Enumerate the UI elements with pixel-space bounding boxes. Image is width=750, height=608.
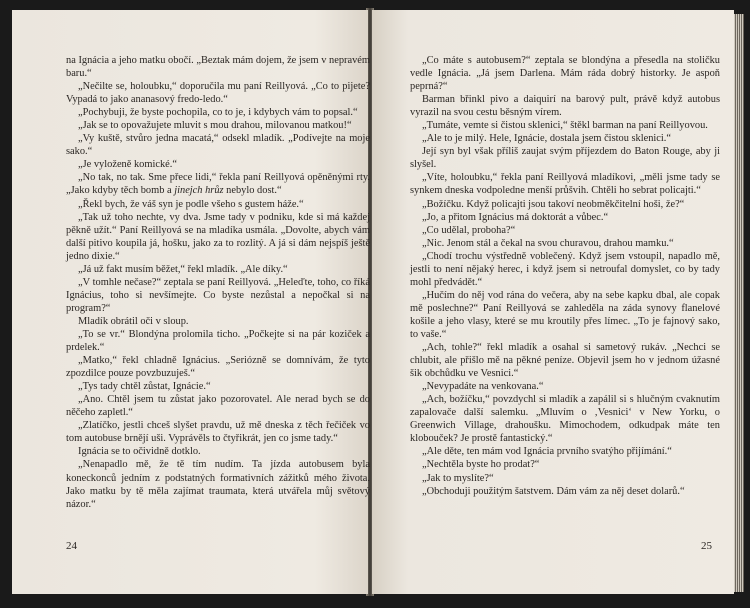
paragraph: [66, 132, 370, 158]
paragraph: [410, 211, 720, 224]
paragraph: [66, 54, 370, 80]
paragraph-text: „To se vr.“ Blondýna prolomila ticho. „Počkejte si na pár koziček a prdelek.“: [66, 328, 370, 354]
paragraph-text: „Vy kuště, stvůro jedna macatá,“ odsekl mladík. „Podívejte na moje sako.“: [66, 133, 370, 158]
paragraph: [66, 445, 370, 458]
paragraph-text: „Nečilte se, holoubku,“ doporučila mu paní Reillyová. „Co to pijete? Vypadá to jako ananasový fredo-ledo.“: [66, 81, 370, 106]
paragraph: [410, 472, 720, 485]
paragraph-text: „Já už fakt musím běžet,“ řekl mladík. „Ale díky.“: [78, 263, 288, 275]
paragraph-text: „Tak už toho nechte, vy dva. Jsme tady v podniku, kde si má každej pěkně užít.“ Paní Reillyová se na mladíka usmála. „Dovolte, abych vám další pitivo koupila já, hošku, jako za to rozlitý. A já si dám nejspíš ještě jedno dixie.“: [66, 211, 370, 262]
paragraph: [66, 263, 370, 276]
paragraph-text: „Nic. Jenom stál a čekal na svou churavou, drahou mamku.“: [422, 237, 674, 249]
paragraph-text: Její syn byl však příliš zaujat svým příjezdem do Baton Rouge, aby ji slyšel.: [410, 146, 720, 171]
italic-text: jinejch hrůz: [174, 185, 224, 197]
paragraph: [410, 380, 720, 393]
paragraph-text: „Řekl bych, že váš syn je podle všeho s gustem háže.“: [78, 198, 304, 210]
paragraph-text: „Jak se to opovažujete mluvit s mou drahou, milovanou matkou!“: [78, 120, 352, 132]
paragraph-text: „Nechtěla byste ho prodat?“: [422, 459, 540, 471]
paragraph: [410, 54, 720, 93]
paragraph-text: „No tak, no tak. Sme přece lidi,“ řekla paní Reillyová opěněnými rty. „Jako kdyby těch bomb a: [66, 172, 370, 197]
paragraph-text: „Jo, a přitom Ignácius má doktorát a vůbec.“: [422, 211, 609, 223]
paragraph: [410, 341, 720, 380]
paragraph: [410, 485, 720, 498]
paragraph: [410, 445, 720, 458]
paragraph: [66, 315, 370, 328]
paragraph-text: „Co udělal, proboha?“: [422, 224, 516, 236]
paragraph-text: „Ach, božíčku,“ povzdychl si mladík a zapálil si s hlučným cvaknutím zapalovače další salemku. „Mluvím o ‚Vesnici‘ v New Yorku, o Greenwich Village, drahoušku. Mimochodem, odkudpak máte ten klobouček? Je prostě fantastický.“: [410, 394, 720, 445]
paragraph-text: „Ano. Chtěl jsem tu zůstat jako pozorovatel. Ale nerad bych se do něčeho zapletl.“: [66, 394, 370, 419]
paragraph: [66, 380, 370, 393]
left-page-text: [66, 54, 370, 511]
right-page-text: [410, 54, 720, 498]
paragraph: [410, 237, 720, 250]
paragraph: [410, 458, 720, 471]
paragraph-text: „Tumáte, vemte si čistou sklenici,“ štěkl barman na paní Reillyovou.: [422, 120, 708, 132]
paragraph: [66, 328, 370, 354]
paragraph-text: „Co máte s autobusem?“ zeptala se blondýna a přesedla na stoličku vedle Ignácia. „Já jsem Darlena. Mám ráda dobrý historky. Je aspoň peprná?“: [410, 55, 720, 93]
paragraph: [66, 106, 370, 119]
paragraph-text: „Zlatíčko, jestli chceš slyšet pravdu, už mě dneska z těch řečiček vo tom autobuse brnějí uši. Vyprávěls to čtyřikrát, jen co jsme tady.“: [66, 420, 370, 445]
paragraph: [66, 171, 370, 197]
paragraph: [410, 145, 720, 171]
paragraph: [66, 393, 370, 419]
right-page: [372, 10, 734, 594]
paragraph-text: „Je vyloženě komické.“: [78, 159, 177, 171]
paragraph: [410, 393, 720, 445]
paragraph-text: „Božíčku. Když policajti jsou takoví neobměkčitelní hoši, že?“: [422, 198, 685, 210]
paragraph-text: „Ale to je milý. Hele, Ignácie, dostala jsem čistou sklenici.“: [422, 133, 672, 145]
paragraph: [410, 119, 720, 132]
paragraph: [410, 224, 720, 237]
paragraph: [66, 354, 370, 380]
paragraph-text: „Nevypadáte na venkovana.“: [422, 381, 544, 393]
paragraph: [66, 119, 370, 132]
paragraph-text: „Obchoduji použitým šatstvem. Dám vám za něj deset dolarů.“: [422, 485, 685, 497]
paragraph: [66, 419, 370, 445]
paragraph-text: Mladík obrátil oči v sloup.: [78, 315, 189, 327]
paragraph: [66, 458, 370, 510]
paragraph: [66, 198, 370, 211]
paragraph: [66, 276, 370, 315]
paragraph: [66, 80, 370, 106]
paragraph-text: „Pochybuji, že byste pochopila, co to je, i kdybych vám to popsal.“: [78, 107, 358, 119]
paragraph-text: „Hučím do něj vod rána do večera, aby na sebe kapku dbal, ale copak mě poslechne?“ Paní Reillyová se zahleděla na záda synovy flanelové košile a jeho vlasy, které se mu kroutily přes límec. „To je fajnový sako, to vaše.“: [410, 289, 720, 340]
paragraph: [410, 289, 720, 341]
paragraph-text: „Jak to myslíte?“: [422, 472, 494, 484]
paragraph-text: „Matko,“ řekl chladně Ignácius. „Seriózně se domnívám, že tyto zpozdilce pouze povzbuzuješ.“: [66, 355, 370, 380]
paragraph: [410, 250, 720, 289]
paragraph-text: nebylo dost.“: [223, 185, 282, 197]
paragraph: [66, 158, 370, 171]
page-edges: [734, 14, 744, 592]
paragraph-text: „Ale děte, ten mám vod Ignácia prvního svatýho přijímání.“: [422, 446, 672, 458]
paragraph-text: „Chodí trochu výstředně voblečený. Když jsem vstoupil, napadlo mě, jestli to není nějaký herec, i když jsem si netroufal domyslet, co by tady mohl předvádět.“: [410, 250, 720, 288]
paragraph-text: „Nenapadlo mě, že tě tím nudím. Ta jízda autobusem byla koneckonců jedním z podstatných formativních zážitků mého života. Jako matku by tě měla zajímat traumata, která utvářela můj světový názor.“: [66, 459, 370, 510]
paragraph: [410, 93, 720, 119]
page-number-left: 24: [66, 540, 77, 552]
paragraph: [410, 132, 720, 145]
paragraph: [410, 171, 720, 197]
paragraph-text: „V tomhle nečase?“ zeptala se paní Reillyová. „Heleďte, toho, co říká Ignácius, toho si nevšímejte. Co byste nezůstal a nepočkal si na program?“: [66, 276, 370, 314]
paragraph-text: na Ignácia a jeho matku obočí. „Beztak mám dojem, že jsem v nepravém baru.“: [66, 55, 370, 80]
paragraph: [66, 211, 370, 263]
paragraph-text: „Tys tady chtěl zůstat, Ignácie.“: [78, 381, 211, 393]
paragraph-text: „Víte, holoubku,“ řekla paní Reillyová mladíkovi, „měli jsme tady se synkem dneska vodpoledne menší průšvih. Chtěli ho sebrat policajti.“: [410, 172, 720, 197]
paragraph-text: Ignácia se to očividně dotklo.: [78, 446, 201, 458]
page-number-right: 25: [701, 540, 712, 552]
paragraph: [410, 198, 720, 211]
left-page: [12, 10, 368, 594]
paragraph-text: „Ach, tohle?“ řekl mladík a osahal si sametový rukáv. „Nechci se chlubit, ale přišlo mě na pěkné peníze. Objevil jsem ho v jednom úžasné šik obchůdku ve Vesnici.“: [410, 342, 720, 380]
paragraph-text: Barman břinkl pivo a daiquirí na barový pult, právě když autobus vyrazil na svou cestu běsným vírem.: [410, 94, 720, 119]
